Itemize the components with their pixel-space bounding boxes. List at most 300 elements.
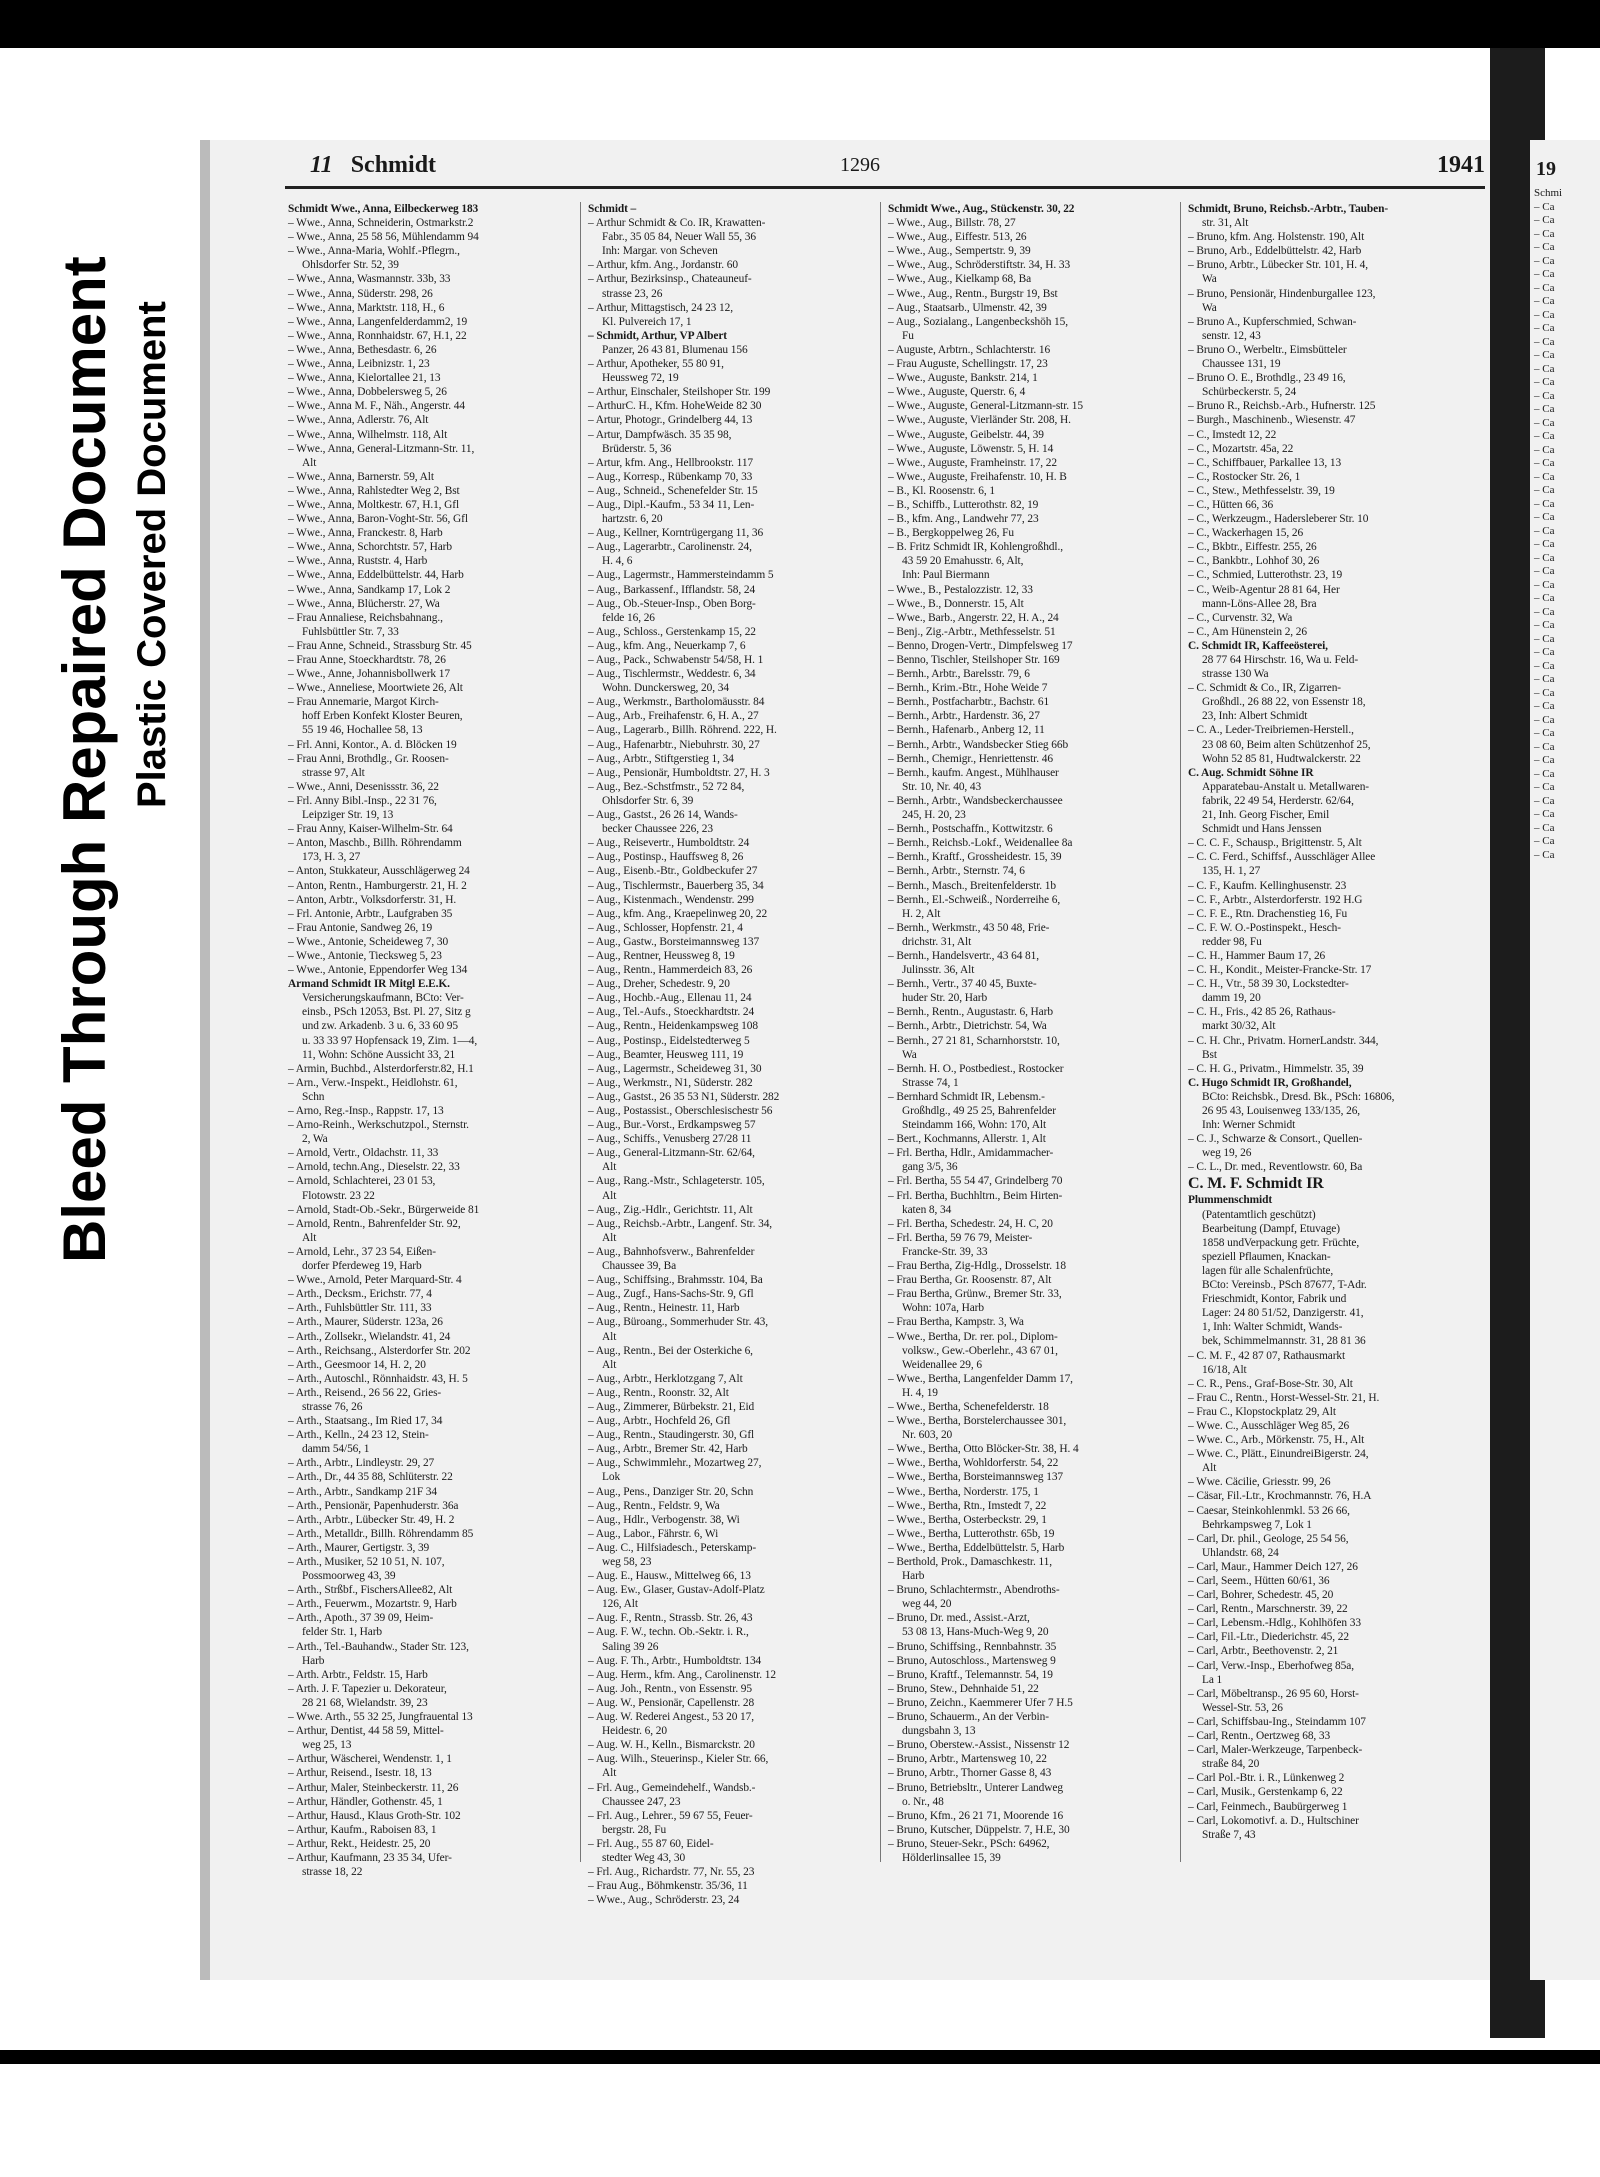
directory-entry: – Wwe., Bertha, Lutterothstr. 65b, 19 (888, 1527, 1055, 1540)
directory-entry: – B. Fritz Schmidt IR, Kohlengroßhdl., (888, 541, 1063, 554)
directory-entry: – Arth., Arbtr., Lindleystr. 29, 27 (288, 1457, 435, 1470)
directory-entry: – Arth., Geesmoor 14, H. 2, 20 (288, 1358, 426, 1371)
directory-entry: BCto: Reichsbk., Dresd. Bk., PSch: 16806, (1202, 1090, 1395, 1103)
directory-entry: – Wwe., Anne, Johannisbollwerk 17 (288, 668, 450, 681)
directory-entry: Alt (602, 1189, 617, 1202)
next-page-line: – Ca (1534, 416, 1555, 429)
directory-entry: – Wwe., Auguste, Bankstr. 214, 1 (888, 372, 1038, 385)
directory-entry: Plummenschmidt (1188, 1194, 1273, 1207)
directory-entry: – Wwe., Anna, Marktstr. 118, H., 6 (288, 301, 445, 314)
directory-entry: – Aug., Lagermstr., Scheideweg 31, 30 (588, 1062, 762, 1075)
directory-entry: – Frl. Bertha, Buchhltrn., Beim Hirten- (888, 1189, 1063, 1202)
directory-entry: – Carl, Maler-Werkzeuge, Tarpenbeck- (1188, 1744, 1363, 1757)
next-page-line: – Ca (1534, 538, 1555, 550)
directory-entry: 1, Inh: Walter Schmidt, Wands- (1202, 1321, 1343, 1334)
directory-entry: – Aug., Kistenmach., Wendenstr. 299 (588, 893, 754, 906)
directory-entry: – C. M. F., 42 87 07, Rathausmarkt (1188, 1349, 1346, 1362)
directory-entry: – Arthur, Maler, Steinbeckerstr. 11, 26 (288, 1781, 459, 1794)
directory-entry: – Carl, Maur., Hammer Deich 127, 26 (1188, 1560, 1358, 1573)
next-page-line: – Ca (1534, 646, 1555, 658)
directory-entry: Lok (602, 1471, 621, 1484)
directory-entry: stedter Weg 43, 30 (602, 1851, 686, 1864)
directory-entry: – Frl. Anni, Kontor., A. d. Blöcken 19 (288, 738, 457, 751)
directory-entry: – Aug., Zig.-Hdlr., Gerichtstr. 11, Alt (588, 1203, 753, 1216)
directory-entry: Alt (302, 1231, 317, 1244)
directory-column-1 (288, 202, 572, 1879)
directory-entry: – Arth., Pensionär, Papenhuderstr. 36a (288, 1499, 459, 1512)
directory-entry: – Arnold, Stadt-Ob.-Sekr., Bürgerweide 81 (288, 1203, 480, 1216)
directory-entry: – Carl, Verw.-Insp., Eberhofweg 85a, (1188, 1659, 1354, 1672)
directory-entry: – C. J., Schwarze & Consort., Quellen- (1188, 1133, 1363, 1146)
directory-entry: – Arth., Zollsekr., Wielandstr. 41, 24 (288, 1330, 451, 1343)
next-page-line: – Ca (1534, 673, 1555, 685)
directory-entry: – Burgh., Maschinenb., Wiesenstr. 47 (1188, 414, 1356, 427)
directory-entry: – Arnold, Vertr., Oldachstr. 11, 33 (288, 1147, 439, 1160)
directory-entry: – Aug., Tischlermstr., Bauerberg 35, 34 (588, 879, 764, 892)
next-page-line: – Ca (1534, 524, 1555, 537)
directory-entry: – Arth., Dr., 44 35 88, Schlüterstr. 22 (288, 1471, 453, 1484)
directory-entry: – Frl. Aug., Gemeindehelf., Wandsb.- (588, 1781, 756, 1794)
directory-entry: – Wwe., Aug., Eiffestr. 513, 26 (888, 231, 1027, 244)
directory-entry: hoff Erben Konfekt Kloster Beuren, (302, 710, 463, 723)
directory-entry: Julinsstr. 36, Alt (902, 964, 975, 977)
directory-entry: katen 8, 34 (902, 1203, 952, 1216)
side-label-panel (0, 48, 200, 2050)
directory-entry: – C., Curvenstr. 32, Wa (1188, 611, 1293, 624)
bottom-black-bar (0, 2050, 1600, 2064)
directory-entry: – Bruno, Betriebsltr., Unterer Landweg (888, 1781, 1063, 1794)
directory-entry: – Frau Annaliese, Reichsbahnang., (288, 611, 443, 624)
directory-entry: – Wwe., Bertha, Dr. rer. pol., Diplom- (888, 1330, 1058, 1343)
directory-entry: – Arth., Arbtr., Sandkamp 21F 34 (288, 1485, 437, 1498)
directory-entry: – Bruno, Dr. med., Assist.-Arzt, (888, 1612, 1030, 1625)
directory-entry: – Wwe., Auguste, Framheinstr. 17, 22 (888, 456, 1057, 469)
directory-entry: – Wwe., Anna, Wasmannstr. 33b, 33 (288, 273, 451, 286)
directory-entry: – Wwe., Anneliese, Moortwiete 26, Alt (288, 682, 463, 695)
next-page-line: – Ca (1534, 389, 1555, 402)
directory-entry: Leipziger Str. 19, 13 (302, 809, 394, 822)
directory-entry: – Bruno, Schlachtermstr., Abendroths- (888, 1584, 1060, 1597)
directory-entry: – Bernh., Masch., Breitenfelderstr. 1b (888, 879, 1056, 892)
directory-entry: 1858 undVerpackung getr. Früchte, (1202, 1236, 1360, 1249)
directory-entry: – C. H., Kondit., Meister-Francke-Str. 17 (1188, 964, 1372, 977)
directory-entry: redder 98, Fu (1202, 935, 1262, 948)
directory-entry: – C. F., Arbtr., Alsterdorferstr. 192 H.G (1188, 893, 1363, 906)
directory-entry: – Armin, Buchbd., Alsterdorferstr.82, H.1 (288, 1062, 474, 1075)
next-page-line: – Ca (1534, 241, 1555, 253)
directory-entry: Fabr., 35 05 84, Neuer Wall 55, 36 (602, 231, 756, 244)
directory-entry: – Aug., Lagerarb., Billh. Röhrend. 222, H. (588, 724, 777, 737)
directory-entry: – Aug., Rentn., Feldstr. 9, Wa (588, 1499, 720, 1512)
directory-entry: – Bruno O. E., Brothdlg., 23 49 16, (1188, 372, 1346, 385)
header-rule (285, 186, 1485, 189)
directory-entry: – Aug., Hochb.-Aug., Ellenau 11, 24 (588, 992, 752, 1005)
directory-entry: Versicherungskaufmann, BCto: Ver- (302, 992, 464, 1005)
directory-entry: – Aug., Bur.-Vorst., Erdkampsweg 57 (588, 1119, 756, 1132)
directory-entry: – Wwe., Bertha, Wohldorferstr. 54, 22 (888, 1457, 1059, 1470)
directory-entry: – C. H. G., Privatm., Himmelstr. 35, 39 (1188, 1062, 1364, 1075)
directory-entry: – Bernh., Hafenarb., Anberg 12, 11 (888, 724, 1045, 737)
directory-entry: – C., Bankbtr., Lohhof 30, 26 (1188, 555, 1320, 568)
directory-entry: – Aug., Postinsp., Eidelstedterweg 5 (588, 1034, 750, 1047)
directory-column-3 (888, 202, 1172, 1862)
next-page-line: – Ca (1534, 295, 1555, 307)
directory-entry: 126, Alt (602, 1598, 638, 1611)
next-page-line: – Ca (1534, 484, 1555, 496)
directory-entry: Inh: Werner Schmidt (1202, 1119, 1296, 1132)
directory-entry: Schmidt – (588, 203, 637, 215)
next-page-line: – Ca (1534, 322, 1555, 334)
directory-entry: einsb., PSch 12053, Bst. Pl. 27, Sitz g (302, 1006, 471, 1019)
directory-entry: – Aug., Schwimmlehr., Mozartweg 27, (588, 1457, 762, 1470)
directory-entry: Chaussee 39, Ba (602, 1260, 677, 1273)
directory-entry: – Wwe., Anna, Rahlstedter Weg 2, Bst (288, 484, 460, 497)
directory-entry: – Wwe., Anna, 25 58 56, Mühlendamm 94 (288, 231, 479, 244)
directory-entry: – Bernh., Arbtr., Dietrichstr. 54, Wa (888, 1020, 1047, 1033)
directory-entry: – Anton, Maschb., Billh. Röhrendamm (288, 837, 462, 850)
directory-entry: – Wwe., Bertha, Langenfelder Damm 17, (888, 1372, 1073, 1385)
next-page-line: – Ca (1534, 578, 1555, 591)
directory-entry: – C., Schmied, Lutterothstr. 23, 19 (1188, 569, 1343, 582)
directory-entry: – Aug., Korresp., Rübenkamp 70, 33 (588, 470, 753, 483)
directory-entry: – ArthurC. H., Kfm. HoheWeide 82 30 (588, 400, 762, 413)
directory-entry: – B., Schiffb., Lutterothstr. 82, 19 (888, 498, 1039, 511)
directory-entry: – Aug., Staatsarb., Ulmenstr. 42, 39 (888, 301, 1047, 314)
directory-entry: – Wwe., Anna, Ruststr. 4, Harb (288, 555, 428, 568)
directory-entry: – Auguste, Arbtrn., Schlachterstr. 16 (888, 343, 1051, 356)
directory-entry: – Bernh., Handelsvertr., 43 64 81, (888, 949, 1039, 962)
directory-entry: – Bernh., kaufm. Angest., Mühlhauser (888, 766, 1059, 779)
column-divider (580, 202, 581, 1862)
directory-entry: – Aug., Ob.-Steuer-Insp., Oben Borg- (588, 597, 756, 610)
directory-entry: Alt (602, 1330, 617, 1343)
directory-entry: – C., Stew., Methfesselstr. 39, 19 (1188, 484, 1335, 497)
directory-entry: – Frau Antonie, Sandweg 26, 19 (288, 921, 433, 934)
next-page-line: – Ca (1534, 700, 1555, 712)
directory-entry: – Bernh., Arbtr., Wandsbecker Stieg 66b (888, 738, 1069, 751)
directory-entry: 43 59 20 Emahusstr. 6, Alt, (902, 555, 1024, 568)
next-page-line: – Ca (1534, 754, 1555, 766)
directory-entry: – Bruno, Zeichn., Kaemmerer Ufer 7 H.5 (888, 1696, 1073, 1709)
directory-entry: – Aug., Bez.-Schstfmstr., 52 72 84, (588, 780, 745, 793)
next-page-line: – Ca (1534, 835, 1555, 847)
directory-entry: – Aug., Barkassenf., Ifflandstr. 58, 24 (588, 583, 756, 596)
directory-entry: – Bruno, Arbtr., Martensweg 10, 22 (888, 1753, 1047, 1766)
directory-entry: – Arthur, kfm. Ang., Jordanstr. 60 (588, 259, 738, 272)
directory-entry: – Arth., Decksm., Erichstr. 77, 4 (288, 1288, 432, 1301)
directory-entry: und zw. Arkadenb. 3 u. 6, 33 60 95 (302, 1020, 458, 1033)
directory-entry: u. 33 33 97 Hopfensack 19, Zim. 1—4, (302, 1034, 478, 1047)
directory-entry: – Arthur, Kaufmann, 23 35 34, Ufer- (288, 1851, 452, 1864)
directory-entry: – Arthur, Bezirksinsp., Chateauneuf- (588, 273, 752, 286)
directory-column-2 (588, 202, 872, 1907)
directory-entry: – Arth., Staatsang., Im Ried 17, 34 (288, 1415, 443, 1428)
directory-entry: Alt (1202, 1462, 1217, 1475)
directory-entry: Francke-Str. 39, 33 (902, 1245, 988, 1258)
directory-entry: – Aug., Arbtr., Stiftgerstieg 1, 34 (588, 752, 734, 765)
directory-entry: – Aug., Tel.-Aufs., Stoeckhardtstr. 24 (588, 1006, 755, 1019)
next-page-line: – Ca (1534, 254, 1555, 267)
directory-entry: Apparatebau-Anstalt u. Metallwaren- (1202, 780, 1369, 793)
next-page-line: – Ca (1534, 821, 1555, 834)
directory-entry: – Frl. Bertha, 59 76 79, Meister- (888, 1231, 1033, 1244)
directory-entry: huder Str. 20, Harb (902, 992, 988, 1005)
directory-entry: – Wwe., Anni, Desenissstr. 36, 22 (288, 780, 439, 793)
directory-entry: – Arth., Apoth., 37 39 09, Heim- (288, 1612, 434, 1625)
directory-entry: – Arth. Arbtr., Feldstr. 15, Harb (288, 1668, 428, 1681)
directory-entry: – C. H., Hammer Baum 17, 26 (1188, 949, 1326, 962)
directory-entry: – Bernh., Chemigr., Henriettenstr. 46 (888, 752, 1053, 765)
directory-entry: Str. 10, Nr. 40, 43 (902, 780, 982, 793)
column-divider (1180, 202, 1181, 1862)
next-page-line: – Ca (1534, 848, 1555, 861)
directory-entry: – Wwe., Anna, Bethesdastr. 6, 26 (288, 343, 437, 356)
next-page-line: – Ca (1534, 511, 1555, 523)
directory-entry: – Aug., kfm. Ang., Kraepelinweg 20, 22 (588, 907, 768, 920)
directory-entry: – C., Hütten 66, 36 (1188, 498, 1274, 511)
directory-entry: – Bernh., Kraftf., Grossheidestr. 15, 39 (888, 851, 1062, 864)
directory-entry: – Bruno A., Kupferschmied, Schwan- (1188, 315, 1357, 328)
next-page-line: – Ca (1534, 281, 1555, 294)
directory-entry: – Aug., Arbtr., Bremer Str. 42, Harb (588, 1443, 748, 1456)
next-page-edge (1530, 140, 1600, 1980)
directory-entry: – Aug., Reichsb.-Arbtr., Langenf. Str. 34, (588, 1217, 773, 1230)
directory-entry: – Bruno R., Reichsb.-Arb., Hufnerstr. 125 (1188, 400, 1376, 413)
directory-entry: – Bruno, Oberstew.-Assist., Nissenstr 12 (888, 1739, 1070, 1752)
directory-entry: Inh: Margar. von Scheven (602, 245, 718, 258)
directory-entry: – C., Schiffbauer, Parkallee 13, 13 (1188, 456, 1342, 469)
directory-entry: – Arno, Reg.-Insp., Rappstr. 17, 13 (288, 1105, 444, 1117)
directory-entry: – Aug. Joh., Rentn., von Essenstr. 95 (588, 1682, 752, 1695)
directory-entry: 28 21 68, Wielandstr. 39, 23 (302, 1696, 428, 1709)
directory-entry: – Bernh., Krim.-Btr., Hohe Weide 7 (888, 682, 1048, 695)
directory-entry: – Bruno, Kutscher, Düppelstr. 7, H.E, 30 (888, 1823, 1070, 1836)
directory-entry: – Arthur, Einschaler, Steilshoper Str. 199 (588, 386, 771, 399)
directory-entry: – Wwe., Antonie, Tiecksweg 5, 23 (288, 949, 442, 962)
next-page-line: – Ca (1534, 457, 1555, 469)
directory-entry: – Arthur, Rekt., Heidestr. 25, 20 (288, 1837, 431, 1850)
directory-entry: – Aug., Lagermstr., Hammersteindamm 5 (588, 569, 774, 582)
next-page-line: – Ca (1534, 430, 1555, 442)
directory-entry: – Bruno, Arbtr., Lübecker Str. 101, H. 4, (1188, 259, 1369, 272)
directory-entry: Alt (602, 1767, 617, 1780)
next-page-line: – Ca (1534, 592, 1555, 604)
directory-entry: – C., Bkbtr., Eiffestr. 255, 26 (1188, 541, 1317, 554)
directory-entry: – Wwe., Aug., Rentn., Burgstr 19, Bst (888, 287, 1058, 300)
directory-entry: – Wwe., Auguste, Vierländer Str. 208, H. (888, 414, 1071, 427)
directory-entry: – Aug. C., Hilfsiadesch., Peterskamp- (588, 1541, 757, 1554)
directory-entry: – Bruno, Arb., Eddelbüttelstr. 42, Harb (1188, 245, 1362, 258)
directory-entry: C. Schmidt IR, Kaffeeösterei, (1188, 639, 1328, 652)
directory-entry: – Frau Annemarie, Margot Kirch- (288, 696, 439, 709)
directory-entry: – Aug. W., Pensionär, Capellenstr. 28 (588, 1696, 755, 1709)
directory-entry: – Frau Bertha, Kampstr. 3, Wa (888, 1316, 1024, 1329)
directory-entry: Harb (902, 1570, 925, 1583)
directory-entry: – Arth. J. F. Tapezier u. Dekorateur, (288, 1682, 447, 1695)
directory-entry: – Arnold, techn.Ang., Dieselstr. 22, 33 (288, 1161, 460, 1174)
directory-entry: strasse 130 Wa (1202, 668, 1269, 681)
directory-entry: – Aug., Lagerarbtr., Carolinenstr. 24, (588, 541, 752, 554)
directory-entry: Wa (1202, 273, 1217, 286)
next-page-line: – Ca (1534, 565, 1555, 577)
directory-entry: – Arnold, Lehr., 37 23 54, Eißen- (288, 1245, 436, 1258)
header-year: 1941 (1437, 152, 1485, 178)
directory-entry: mann-Löns-Allee 28, Bra (1202, 597, 1317, 610)
next-page-line: – Ca (1534, 376, 1555, 388)
directory-entry: Schn (302, 1090, 325, 1103)
directory-entry: – Wwe., Anna, Baron-Voght-Str. 56, Gfl (288, 513, 468, 526)
directory-entry: – Frl. Antonie, Arbtr., Laufgraben 35 (288, 907, 453, 920)
directory-entry: gang 3/5, 36 (902, 1161, 958, 1174)
directory-entry: – C., Wackerhagen 15, 26 (1188, 527, 1304, 540)
directory-entry: – Wwe., Anna-Maria, Wohlf.-Pflegrn., (288, 245, 460, 258)
directory-entry: – Aug., Pack., Schwabenstr 54/58, H. 1 (588, 654, 764, 666)
directory-entry: Ohlsdorfer Str. 52, 39 (302, 259, 399, 272)
next-page-line: – Ca (1534, 403, 1555, 415)
directory-entry: – Wwe., Antonie, Scheideweg 7, 30 (288, 935, 449, 948)
directory-entry: – Carl Pol.-Btr. i. R., Lünkenweg 2 (1188, 1772, 1345, 1785)
directory-entry: – B., Kl. Roosenstr. 6, 1 (888, 484, 995, 497)
directory-entry: – Carl, Möbeltransp., 26 95 60, Horst- (1188, 1687, 1359, 1700)
directory-entry: Strasse 74, 1 (902, 1076, 959, 1089)
directory-entry: – Wwe., Anna, Sandkamp 17, Lok 2 (288, 583, 451, 596)
directory-entry: – Aug., Arbtr., Herklotzgang 7, Alt (588, 1372, 743, 1385)
directory-entry: Frieschmidt, Kontor, Fabrik und (1202, 1293, 1347, 1306)
directory-entry: Schmidt Wwe., Aug., Stückenstr. 30, 22 (888, 203, 1075, 215)
page-header (310, 152, 1485, 188)
directory-entry: Panzer, 26 43 81, Blumenau 156 (602, 343, 748, 356)
directory-entry: – Aug., kfm. Ang., Neuerkamp 7, 6 (588, 639, 746, 652)
next-page-line: – Ca (1534, 740, 1555, 753)
directory-entry: – Frau Bertha, Gr. Roosenstr. 87, Alt (888, 1274, 1052, 1287)
directory-entry: 23, Inh: Albert Schmidt (1202, 710, 1308, 723)
directory-entry: Steindamm 166, Wohn: 170, Alt (902, 1119, 1047, 1132)
directory-entry: – Frau Bertha, Zig-Hdlg., Drosselstr. 18 (888, 1260, 1066, 1273)
directory-entry: Wohn: 107a, Harb (902, 1302, 984, 1315)
directory-entry: – Arthur Schmidt & Co. IR, Krawatten- (588, 217, 766, 230)
directory-entry: – Wwe., Anna, Franckestr. 8, Harb (288, 527, 443, 540)
directory-entry: – Aug., Beamter, Heusweg 111, 19 (588, 1048, 744, 1061)
directory-entry: – Aug., Gastst., 26 26 14, Wands- (588, 809, 738, 822)
directory-entry: – B., kfm. Ang., Landwehr 77, 23 (888, 513, 1039, 526)
directory-entry: 28 77 64 Hirschstr. 16, Wa u. Feld- (1202, 654, 1359, 666)
directory-entry: – Carl, Feinmech., Baubürgerweg 1 (1188, 1800, 1348, 1813)
directory-entry: – Wwe., Arnold, Peter Marquard-Str. 4 (288, 1274, 462, 1287)
header-surname: Schmidt (350, 152, 437, 178)
next-page-line: – Ca (1534, 551, 1555, 564)
directory-entry: – Wwe., Anna, Dobbelersweg 5, 26 (288, 386, 447, 399)
directory-entry: – Wwe., Bertha, Borstelerchaussee 301, (888, 1415, 1067, 1428)
directory-entry: markt 30/32, Alt (1202, 1020, 1276, 1033)
directory-entry: Saling 39 26 (602, 1640, 659, 1653)
next-page-line: – Ca (1534, 214, 1555, 226)
directory-entry: – Frau Anny, Kaiser-Wilhelm-Str. 64 (288, 823, 453, 836)
directory-entry: Heidestr. 6, 20 (602, 1725, 667, 1738)
directory-entry: Fu (902, 329, 914, 342)
directory-entry: – Wwe., Anna, Langenfelderdamm2, 19 (288, 315, 468, 328)
directory-entry: – Aug., Arb., Freihafenstr. 6, H. A., 27 (588, 710, 759, 723)
header-left (310, 152, 436, 179)
directory-entry: – Bert., Kochmanns, Allerstr. 1, Alt (888, 1133, 1046, 1146)
directory-entry: – Aug., Bahnhofsverw., Bahrenfelder (588, 1245, 755, 1258)
directory-entry: – Aug., Dreher, Schedestr. 9, 20 (588, 978, 730, 991)
directory-entry: Uhlandstr. 68, 24 (1202, 1546, 1279, 1559)
next-page-line: – Ca (1534, 659, 1555, 672)
directory-entry: – Wwe., Auguste, Geibelstr. 44, 39 (888, 428, 1044, 441)
directory-entry: – C., Weib-Agentur 28 81 64, Her (1188, 583, 1340, 596)
header-page-number: 1296 (840, 154, 880, 176)
directory-entry: o. Nr., 48 (902, 1795, 944, 1808)
directory-entry: – C. F. W. O.-Postinspekt., Hesch- (1188, 921, 1341, 934)
directory-entry: Armand Schmidt IR Mitgl E.E.K. (288, 978, 450, 991)
next-page-line: – Ca (1534, 335, 1555, 348)
directory-entry: – Wwe., Barb., Angerstr. 22, H. A., 24 (888, 611, 1059, 624)
directory-entry: – Aug. W. Rederei Angest., 53 20 17, (588, 1711, 754, 1724)
next-page-line: – Ca (1534, 362, 1555, 375)
next-page-line: – Ca (1534, 497, 1555, 510)
directory-entry: lagen für alle Schalenfrüchte, (1202, 1264, 1334, 1277)
directory-entry: – Aug., Rentn., Heinestr. 11, Harb (588, 1302, 740, 1315)
directory-entry: – Wwe., Anna, Eddelbüttelstr. 44, Harb (288, 569, 464, 582)
directory-entry: – Bernh., 27 21 81, Scharnhorststr. 10, (888, 1034, 1060, 1047)
directory-entry: Brüderstr. 5, 36 (602, 442, 672, 455)
directory-entry: Weidenallee 29, 6 (902, 1358, 982, 1371)
directory-entry: – Bernh., Arbtr., Sternstr. 74, 6 (888, 865, 1025, 878)
directory-entry: – Arthur, Kaufm., Raboisen 83, 1 (288, 1823, 437, 1836)
directory-entry: – C. C. F., Schausp., Brigittenstr. 5, Alt (1188, 837, 1362, 850)
directory-entry: – Frl. Bertha, 55 54 47, Grindelberg 70 (888, 1175, 1063, 1188)
directory-entry: dorfer Pferdeweg 19, Harb (302, 1260, 422, 1273)
directory-entry: Straße 7, 43 (1202, 1828, 1256, 1841)
directory-entry: – Carl, Fil.-Ltr., Diederichstr. 45, 22 (1188, 1631, 1349, 1644)
directory-entry: – Bruno, Pensionär, Hindenburgallee 123, (1188, 287, 1376, 300)
directory-entry: 135, H. 1, 27 (1202, 865, 1261, 878)
directory-entry: – Carl, Lebensm.-Hdlg., Kohlhöfen 33 (1188, 1617, 1361, 1630)
directory-entry: – Arthur, Apotheker, 55 80 91, (588, 358, 724, 371)
directory-entry: strasse 18, 22 (302, 1866, 363, 1879)
directory-entry: – Wwe., Anna, Blücherstr. 27, Wa (288, 597, 440, 610)
directory-entry: – Anton, Arbtr., Volksdorferstr. 31, H. (288, 893, 457, 906)
directory-entry: – Wwe., Anna, General-Litzmann-Str. 11, (288, 442, 475, 455)
directory-entry: – Bruno, Stew., Dehnhaide 51, 22 (888, 1682, 1039, 1695)
directory-entry: speziell Pflaumen, Knackan- (1202, 1250, 1331, 1263)
directory-entry: – Artur, Photogr., Grindelberg 44, 13 (588, 414, 753, 427)
directory-entry: – Wwe., Antonie, Eppendorfer Weg 134 (288, 964, 468, 977)
directory-entry: – C. H., Vtr., 58 39 30, Lockstedter- (1188, 978, 1349, 991)
directory-entry: – Wwe., B., Donnerstr. 15, Alt (888, 597, 1024, 610)
directory-entry: – Wwe., Auguste, Löwenstr. 5, H. 14 (888, 442, 1054, 455)
header-section-number: 11 (310, 152, 333, 178)
directory-entry: senstr. 12, 43 (1202, 329, 1261, 342)
directory-entry: Nr. 603, 20 (902, 1429, 953, 1442)
directory-entry: – Aug., Hafenarbtr., Niebuhrstr. 30, 27 (588, 738, 760, 751)
directory-entry: – Anton, Rentn., Hamburgerstr. 21, H. 2 (288, 879, 467, 892)
directory-entry: Harb (302, 1654, 325, 1667)
directory-entry: – Bernh., Vertr., 37 40 45, Buxte- (888, 978, 1037, 991)
directory-entry: – Bruno, Schauerm., An der Verbin- (888, 1711, 1049, 1724)
directory-entry: 16/18, Alt (1202, 1363, 1247, 1376)
directory-entry: H. 4, 6 (602, 555, 633, 568)
column-divider (880, 202, 881, 1862)
directory-entry: – Wwe., Anna, Barnerstr. 59, Alt (288, 470, 434, 483)
directory-entry: – Frau Anni, Brothdlg., Gr. Roosen- (288, 752, 449, 765)
directory-entry: – Arthur, Mittagstisch, 24 23 12, (588, 301, 733, 314)
directory-entry: Kl. Pulvereich 17, 1 (602, 315, 692, 328)
directory-entry: – Wwe., Auguste, Querstr. 6, 4 (888, 386, 1026, 399)
directory-entry: – Arth., Arbtr., Lübecker Str. 49, H. 2 (288, 1513, 455, 1526)
directory-entry: Alt (602, 1231, 617, 1244)
directory-entry: – C., Rostocker Str. 26, 1 (1188, 470, 1301, 483)
